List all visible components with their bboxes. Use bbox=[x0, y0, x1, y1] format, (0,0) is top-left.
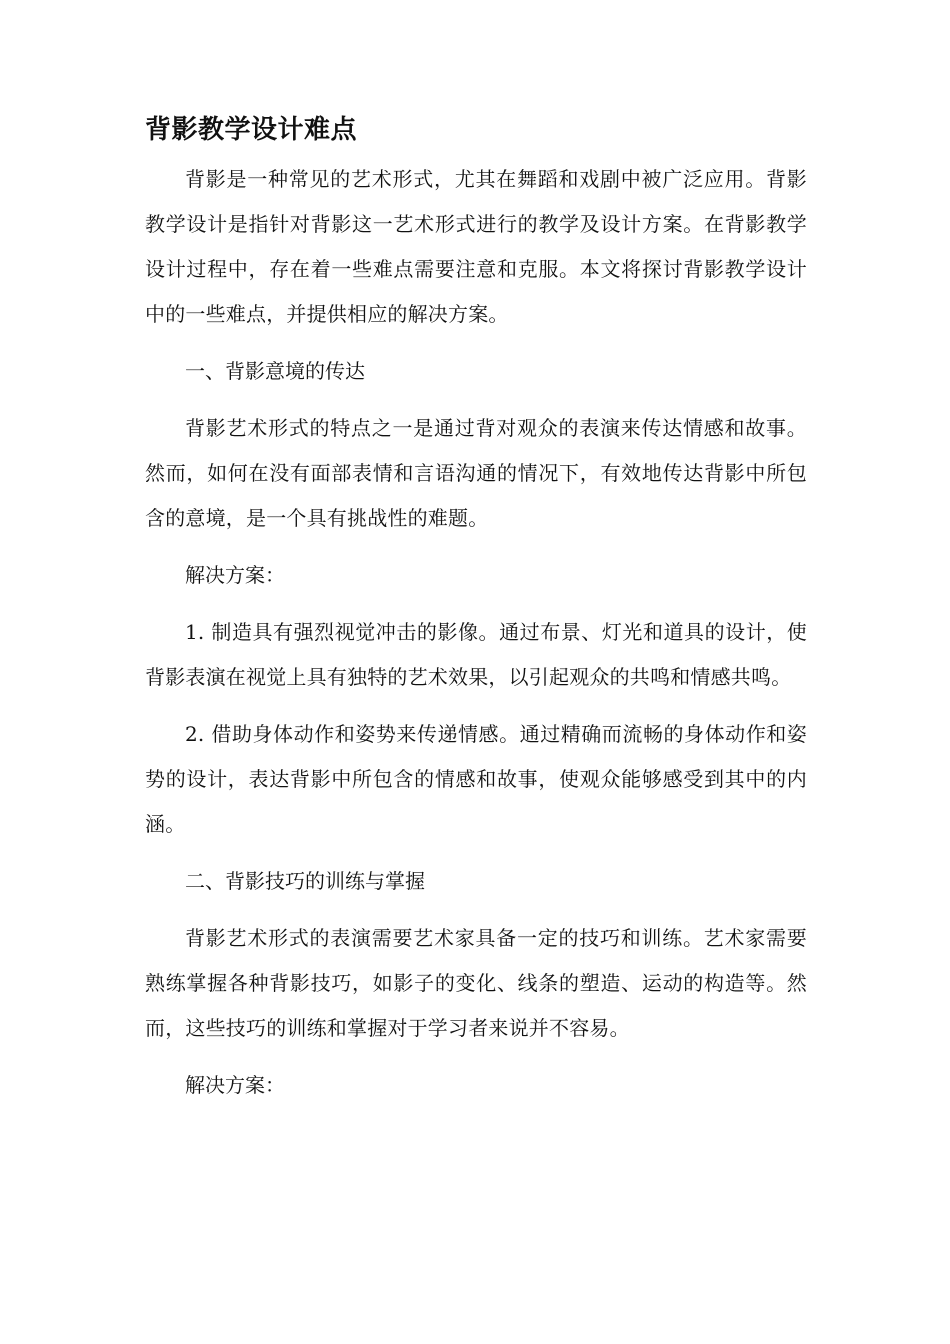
intro-paragraph: 背影是一种常见的艺术形式，尤其在舞蹈和戏剧中被广泛应用。背影教学设计是指针对背影这一艺术形式进行的教学及设计方案。在背影教学设计过程中，存在着一些难点需要注意和克服。本文将探讨背影教学设计中的一些难点，并提供相应的解决方案。 bbox=[145, 167, 807, 326]
section-heading-2: 二、背影技巧的训练与掌握 bbox=[185, 869, 425, 893]
document-page bbox=[145, 110, 807, 1120]
solution-item-1: 1. 制造具有强烈视觉冲击的影像。通过布景、灯光和道具的设计，使背影表演在视觉上具有独特的艺术效果，以引起观众的共鸣和情感共鸣。 bbox=[145, 620, 807, 689]
section-heading-1: 一、背影意境的传达 bbox=[185, 359, 365, 383]
solution-label-2: 解决方案： bbox=[185, 1073, 285, 1097]
document-title: 背影教学设计难点 bbox=[145, 115, 358, 145]
section-2-paragraph: 背影艺术形式的表演需要艺术家具备一定的技巧和训练。艺术家需要熟练掌握各种背影技巧，如影子的变化、线条的塑造、运动的构造等。然而，这些技巧的训练和掌握对于学习者来说并不容易。 bbox=[145, 926, 807, 1040]
solution-item-2: 2. 借助身体动作和姿势来传递情感。通过精确而流畅的身体动作和姿势的设计，表达背影中所包含的情感和故事，使观众能够感受到其中的内涵。 bbox=[145, 722, 807, 836]
section-1-paragraph: 背影艺术形式的特点之一是通过背对观众的表演来传达情感和故事。然而，如何在没有面部表情和言语沟通的情况下，有效地传达背影中所包含的意境，是一个具有挑战性的难题。 bbox=[145, 416, 807, 530]
solution-label-1: 解决方案： bbox=[185, 563, 285, 587]
